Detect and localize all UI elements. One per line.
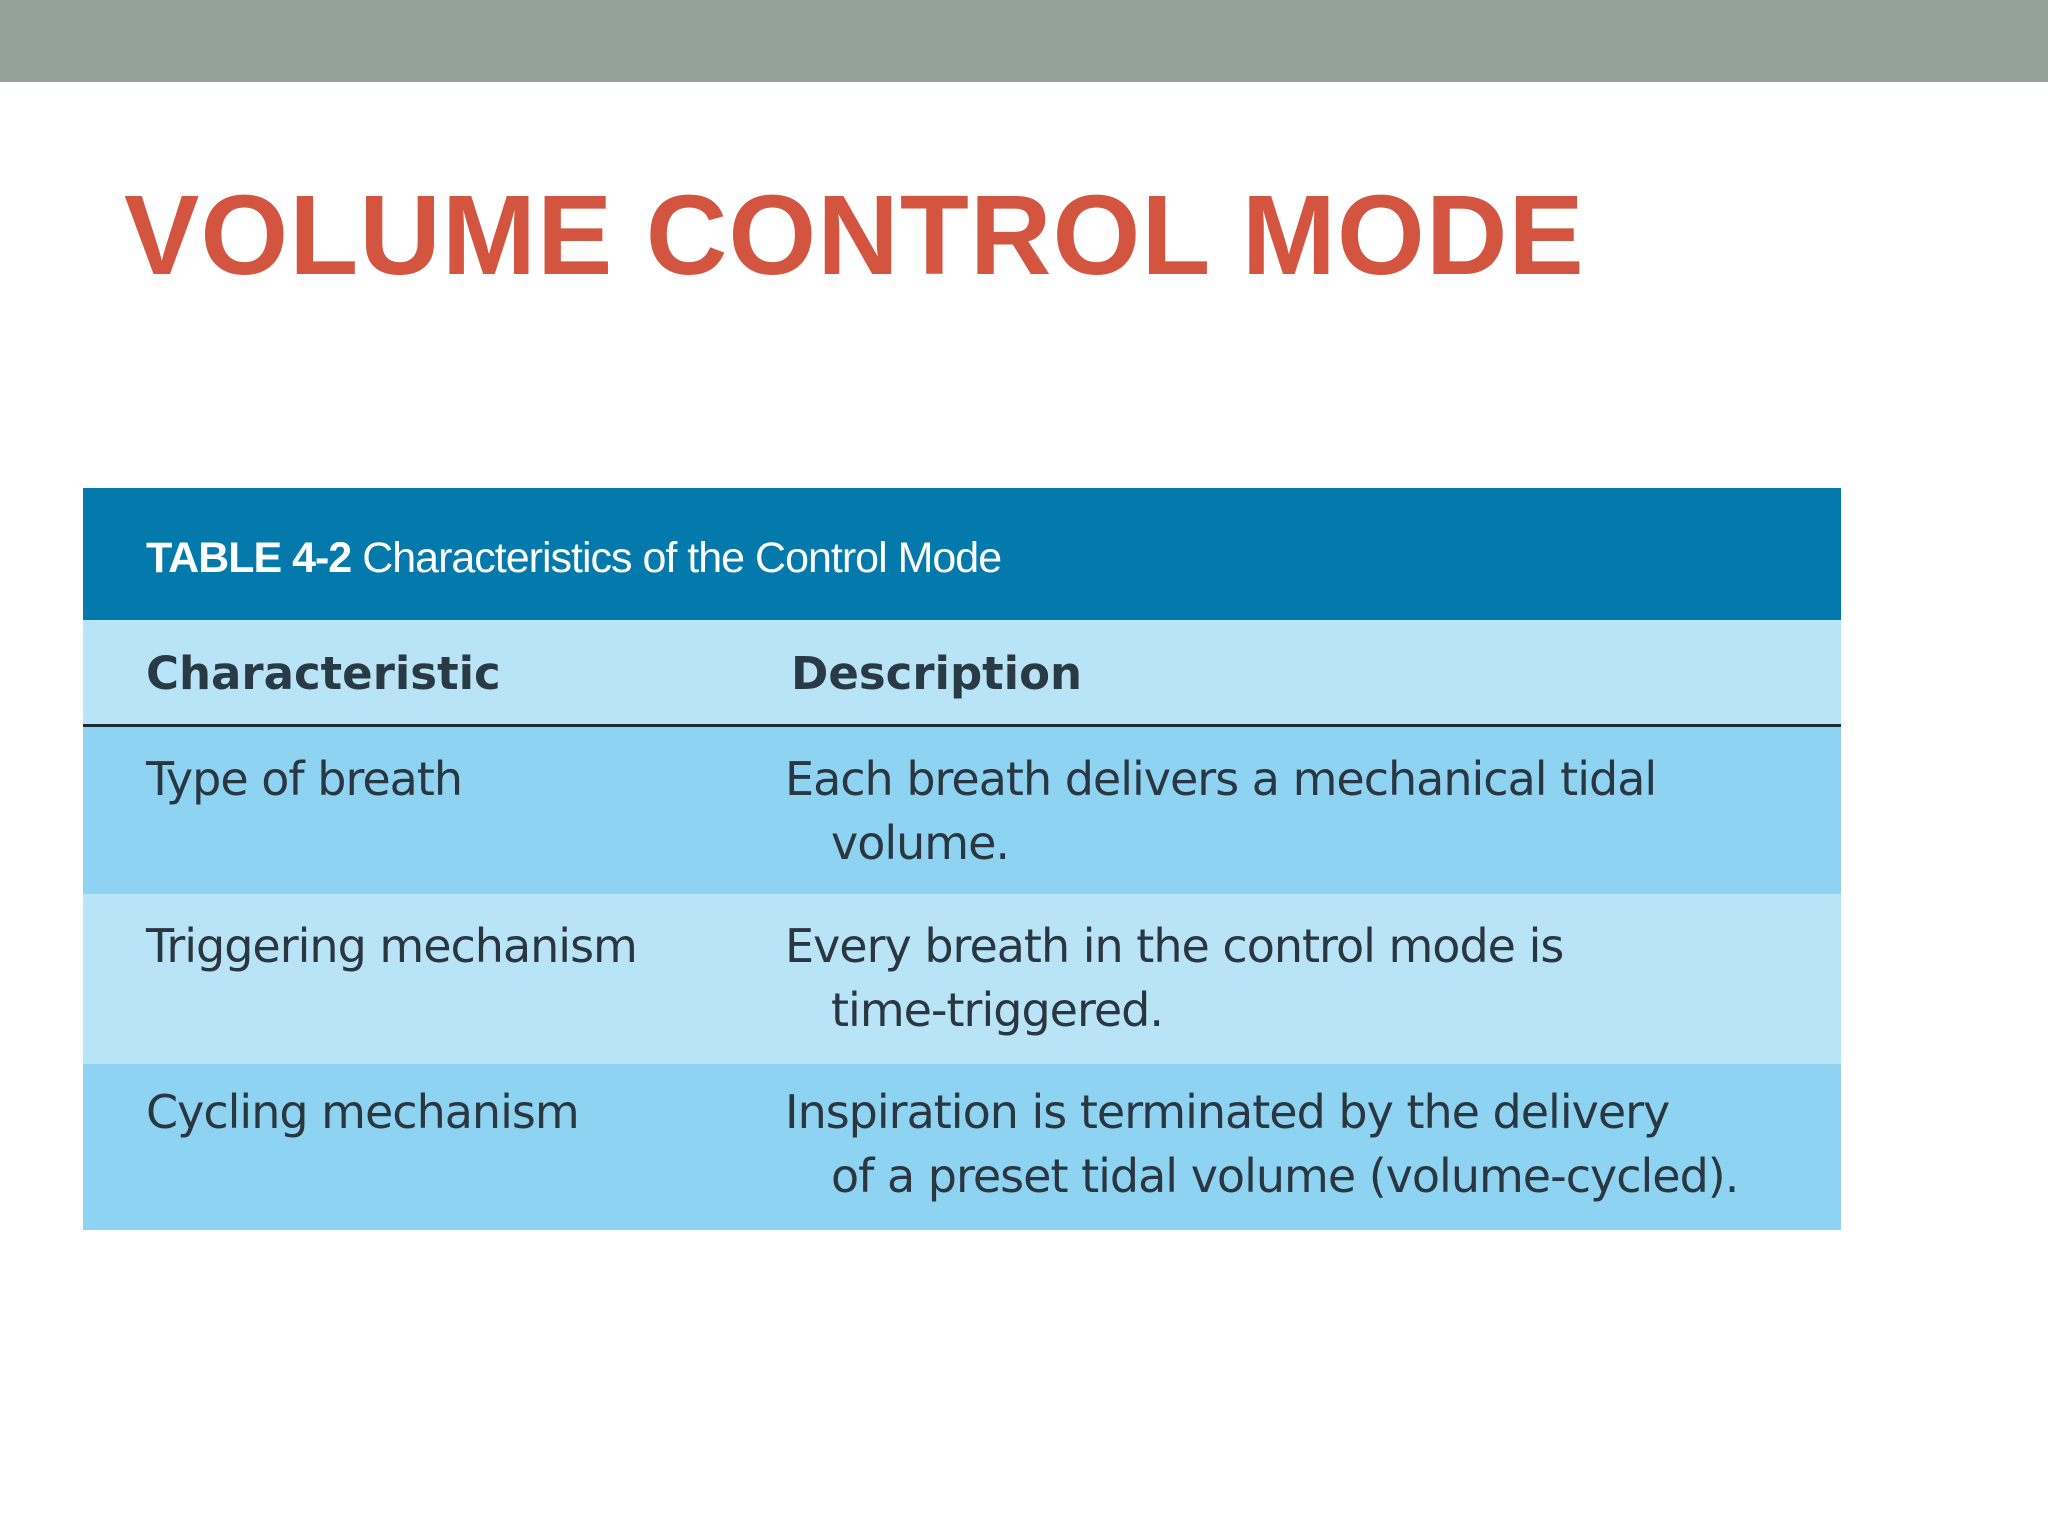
description-line: Inspiration is terminated by the delivery <box>785 1085 1670 1139</box>
column-header-characteristic: Characteristic <box>146 647 501 700</box>
cell-characteristic: Type of breath <box>146 752 463 806</box>
top-accent-bar <box>0 0 2048 82</box>
table-row <box>83 894 1841 1064</box>
table-row <box>83 1064 1841 1230</box>
cell-characteristic: Triggering mechanism <box>146 919 637 973</box>
table-number: TABLE 4-2 <box>146 534 352 582</box>
description-line: Every breath in the control mode is <box>785 919 1564 973</box>
description-line: Each breath delivers a mechanical tidal <box>785 752 1657 806</box>
table-caption-bar <box>83 488 1841 620</box>
description-line: volume. <box>831 816 1010 870</box>
cell-description <box>785 914 1563 1042</box>
table-caption-text: Characteristics of the Control Mode <box>362 534 1002 582</box>
description-line: of a preset tidal volume (volume-cycled). <box>831 1149 1739 1203</box>
characteristics-table <box>83 488 1841 1242</box>
table-caption <box>146 528 1001 588</box>
column-header-description: Description <box>791 647 1083 700</box>
cell-description <box>785 1080 1738 1208</box>
description-line: time-triggered. <box>831 983 1163 1037</box>
cell-characteristic: Cycling mechanism <box>146 1085 579 1139</box>
slide-title: VOLUME CONTROL MODE <box>124 172 1585 298</box>
table-column-header-row <box>83 620 1841 727</box>
table-row <box>83 727 1841 894</box>
cell-description <box>785 747 1656 875</box>
